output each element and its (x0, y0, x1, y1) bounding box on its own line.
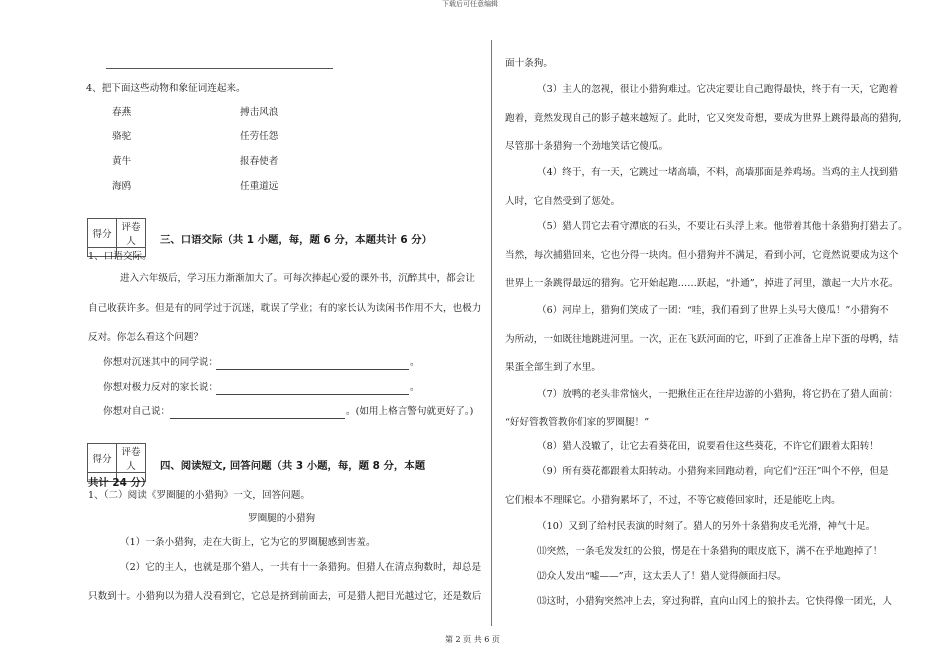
prompt-to-self: 你想对自己说： (103, 406, 171, 417)
section-3-title: 三、口语交际（共 1 小题，每，题 6 分，本题共计 6 分） (160, 234, 432, 246)
story-line: 尽管那十条猎狗一个劲地笑话它傻瓜。 (505, 141, 669, 152)
prompt-to-classmates: 你想对沉迷其中的同学说： (103, 357, 219, 368)
animal-item: 春燕 (112, 107, 132, 118)
section-4-title-cont: 共计 24 分） (88, 477, 152, 489)
end-mark: 。 (410, 357, 420, 368)
story-line: 只数到十。小猎狗以为猎人没看到它，它总是挤到前面去，可是猎人把目光越过它，还是数后 (88, 591, 482, 602)
question-4-prompt: 4、把下面这些动物和象征词连起来。 (86, 83, 246, 94)
paragraph-line: 进入六年级后，学习压力渐渐加大了。可每次捧起心爱的课外书，沉醉其中，都会让 (120, 273, 475, 284)
quote-hint: 。(如用上格言警句就更好了。) (346, 406, 474, 417)
story-line: 果蛋全部生到了水里。 (505, 362, 601, 373)
story-title: 罗圈腿的小猎狗 (248, 513, 316, 524)
story-line: （7）放鸭的老头非常恼火，一把揪住正在往岸边游的小猎狗，将它扔在了猎人面前： (537, 389, 899, 400)
story-line: （9）所有葵花都跟着太阳转动。小猎狗来回跑动着，向它们“汪汪”叫个不停，但是 (537, 466, 889, 477)
prompt-to-parents: 你想对极力反对的家长说： (103, 382, 219, 393)
symbol-item: 搏击风浪 (240, 107, 279, 118)
animal-item: 黄牛 (112, 156, 132, 167)
animal-item: 骆驼 (112, 131, 132, 142)
story-line: 跑着，竟然发现自己的影子越来越短了。此时，它又突发奇想，要成为世界上跳得最高的猎狗, (505, 113, 902, 124)
story-line: “好好管教管教你们家的罗圈腿！” (505, 417, 650, 428)
paragraph-line: 自己收获许多。但是有的同学过于沉迷，耽误了学业；有的家长认为读闲书作用不大，也极力 (88, 303, 482, 314)
story-line: （2）它的主人，也就是那个猎人，一共有十一条猎狗。但猎人在清点狗数时，却总是 (120, 562, 482, 573)
story-line: ⑿众人发出“嘘——”声，这太丢人了！猎人觉得颜面扫尽。 (537, 571, 787, 582)
page-number: 第 2 页 共 6 页 (445, 635, 500, 644)
score-label: 得分 (88, 219, 117, 248)
paragraph-line: 反对。你怎么看这个问题？ (88, 332, 204, 343)
story-line: （10）又到了给村民表演的时刻了。猎人的另外十条猎狗皮毛光滑，神气十足。 (537, 521, 876, 532)
end-mark: 。 (410, 382, 420, 393)
grader-label: 评卷人 (117, 219, 146, 248)
story-line: ⒀这时，小猎狗突然冲上去，穿过狗群，直向山冈上的狼扑去。它快得像一团光，人 (537, 596, 892, 607)
header-note: 下载后可任意编辑 (442, 0, 498, 8)
story-line: 当然，每次捕猎回来，它也分得一块肉。但小猎狗并不满足，看到小河，它竟然说要成为这个 (505, 250, 899, 261)
score-label: 得分 (88, 444, 117, 473)
story-line: 为所动，一如既往地跳进河里。一次，正在飞跃河面的它，吓到了正准备上岸下蛋的母鸭，结 (505, 334, 899, 345)
story-line: ⑾突然，一条毛发发红的公狼，愣是在十条猎狗的眼皮底下，满不在乎地跑掉了！ (537, 546, 883, 557)
animal-item: 海鸥 (112, 181, 132, 192)
story-line: （6）河岸上，猎狗们笑成了一团：“哇，我们看到了世界上头号大傻瓜！”小猎狗不 (537, 305, 889, 316)
story-line: 人时，它自然受到了惩处。 (505, 196, 621, 207)
story-line: 面十条狗。 (505, 58, 553, 69)
answer-line (106, 68, 333, 69)
story-line: 它们根本不理睬它。小猎狗累坏了，不过，不等它疲倦回家时，还是能吃上肉。 (505, 495, 841, 506)
symbol-item: 任劳任怨 (240, 131, 279, 142)
answer-line-classmates[interactable] (216, 369, 409, 370)
answer-line-parents[interactable] (216, 394, 409, 395)
story-line: （8）猎人没辙了，让它去看葵花田，说要看住这些葵花，不许它们跟着太阳转！ (537, 441, 879, 452)
answer-line-self[interactable] (170, 418, 345, 419)
story-line: 世界上一条跳得最远的猎狗。它开始起跑……跃起，“扑通”，掉进了河里，激起一大片水花。 (505, 278, 899, 289)
story-line: （5）猎人罚它去看守潭底的石头，不要让石头浮上来。他带着其他十条猎狗打猎去了。 (537, 221, 908, 232)
grader-label: 评卷人 (117, 444, 146, 473)
story-line: （4）终于，有一天，它跳过一堵高墙，不料，高墙那面是养鸡场。当鸡的主人找到猎 (537, 167, 899, 178)
symbol-item: 报春使者 (240, 156, 279, 167)
symbol-item: 任重道远 (240, 181, 279, 192)
story-line: （1）一条小猎狗，走在大街上，它为它的罗圈腿感到害羞。 (120, 537, 376, 548)
column-divider (491, 40, 492, 626)
story-line: （3）主人的忽视，很让小猎狗难过。它决定要让自己跑得最快，终于有一天，它跑着 (537, 84, 899, 95)
section-4-question: 1、（二）阅读《罗圈腿的小猎狗》一文，回答问题。 (88, 490, 310, 501)
section-3-question: 1、口语交际。 (88, 251, 152, 262)
section-4-title: 四、阅读短文, 回答问题（共 3 小题，每，题 8 分，本题 (160, 460, 426, 472)
